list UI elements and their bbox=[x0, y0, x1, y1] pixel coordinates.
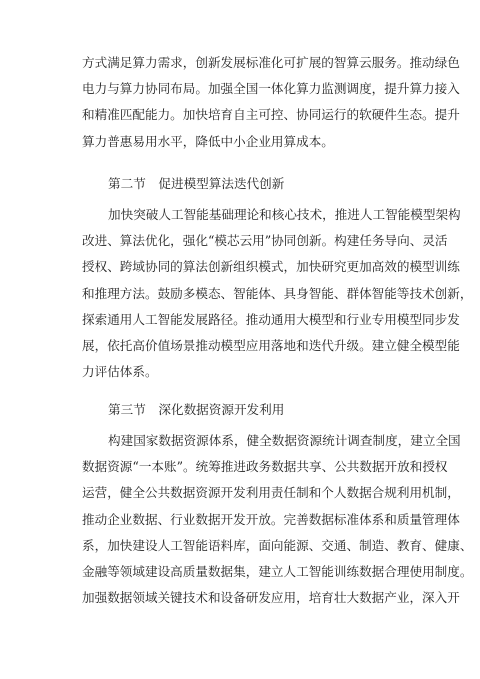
section-heading-model-algorithm: 第二节 促进模型算法迭代创新 bbox=[108, 176, 285, 191]
text-line: 改进、算法优化，强化“模芯云用”协同创新。构建任务导向、灵活 bbox=[82, 233, 448, 249]
text-line: 探索通用人工智能发展路径。推动通用大模型和行业专用模型同步发 bbox=[82, 311, 460, 327]
text-line: 和精准匹配能力。加快培育自主可控、协同运行的软硬件生态。提升 bbox=[82, 107, 460, 123]
paragraph-compute-power bbox=[82, 50, 460, 155]
text-line: 算力普惠易用水平，降低中小企业用算成本。 bbox=[82, 133, 334, 149]
paragraph-model-algorithm bbox=[82, 202, 473, 385]
text-line: 授权、跨域协同的算法创新组织模式，加快研究更加高效的模型训练 bbox=[82, 259, 460, 275]
text-line: 数据资源“一本账”。统筹推进政务数据共享、公共数据开放和授权 bbox=[82, 459, 448, 475]
text-line: 力评估体系。 bbox=[82, 364, 158, 380]
text-line: 金融等领域建设高质量数据集，建立人工智能训练数据合理使用制度。 bbox=[82, 563, 473, 579]
text-line: 加强数据领域关键技术和设备研发应用，培育壮大数据产业，深入开 bbox=[82, 590, 460, 606]
text-line: 构建国家数据资源体系，健全数据资源统计调查制度，建立全国 bbox=[108, 433, 461, 448]
text-line: 和推理方法。鼓励多模态、智能体、具身智能、群体智能等技术创新， bbox=[82, 285, 473, 301]
text-line: 加快突破人工智能基础理论和核心技术，推进人工智能模型架构 bbox=[108, 207, 461, 222]
section-heading-data-resources: 第三节 深化数据资源开发利用 bbox=[108, 402, 285, 417]
text-line: 运营，健全公共数据资源开发利用责任制和个人数据合规利用机制， bbox=[82, 485, 460, 501]
text-line: 展，依托高价值场景推动模型应用落地和迭代升级。建立健全模型能 bbox=[82, 337, 460, 353]
text-line: 系，加快建设人工智能语料库，面向能源、交通、制造、教育、健康、 bbox=[82, 537, 473, 553]
text-line: 方式满足算力需求，创新发展标准化可扩展的智算云服务。推动绿色 bbox=[82, 55, 460, 70]
text-line: 电力与算力协同布局。加强全国一体化算力监测调度，提升算力接入 bbox=[82, 81, 460, 97]
text-line: 推动企业数据、行业数据开发开放。完善数据标准体系和质量管理体 bbox=[82, 511, 460, 527]
paragraph-data-resources bbox=[82, 428, 473, 611]
